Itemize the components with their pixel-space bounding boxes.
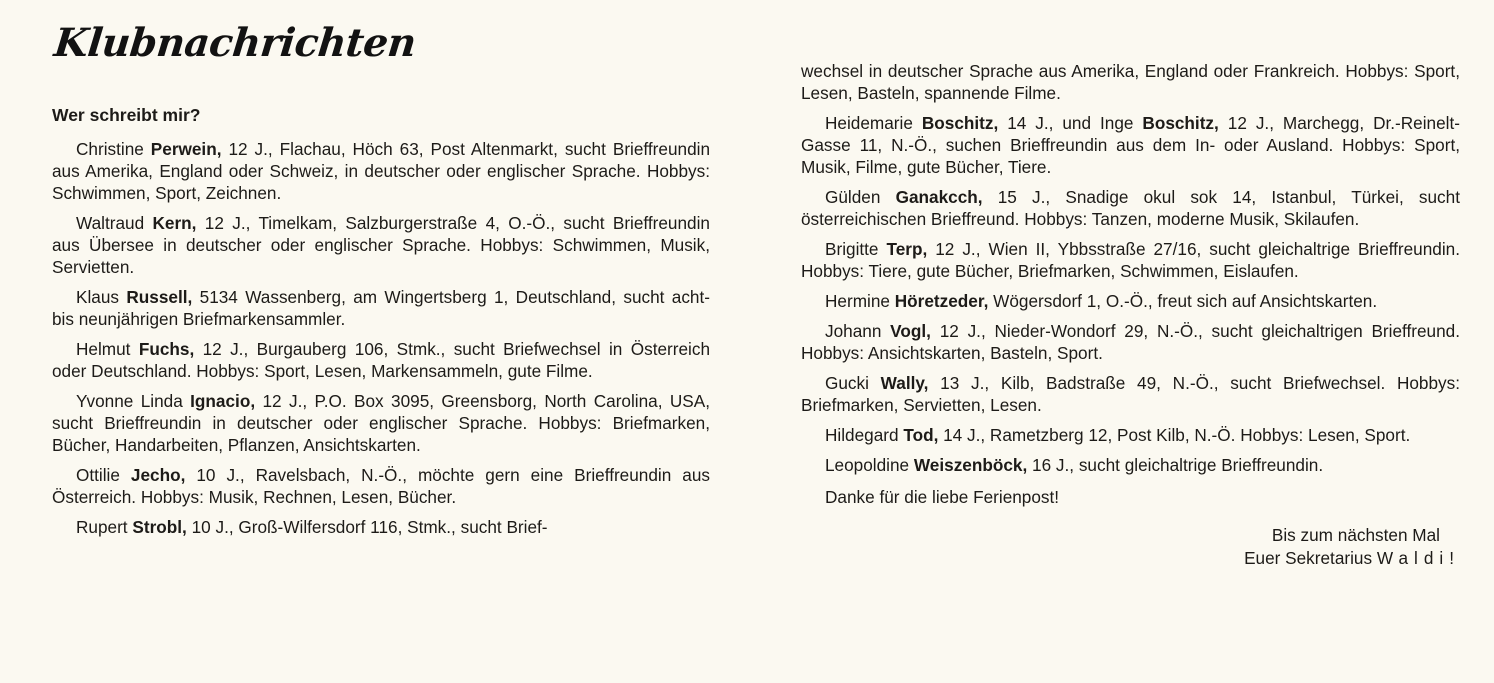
- entry-details: 12 J., P.O. Box 3095, Greensborg, North Carolina, USA, sucht Brieffreundin in deutscher oder englischer Sprache. Hobbys: Briefmarken, Bücher, Handarbeiten, Pflanzen, Ansichtskarten.: [52, 391, 711, 455]
- entry-details: 12 J., Nieder-Wondorf 29, N.-Ö., sucht gleichaltrigen Brieffreund. Hobbys: Ansichtskarten, Basteln, Sport.: [801, 321, 1460, 363]
- entry-paragraph: [801, 112, 1460, 178]
- entry-first-name: Ottilie: [76, 465, 131, 485]
- entry-paragraph: [52, 464, 710, 508]
- entry-first-name: Brigitte: [825, 239, 887, 259]
- entry-last-name: Terp,: [886, 239, 928, 259]
- entry-paragraph: [801, 320, 1460, 364]
- entry-first-name: Yvonne Linda: [76, 391, 191, 411]
- entry-last-name: Jecho,: [130, 465, 186, 485]
- entry-first-name: Christine: [76, 139, 151, 159]
- entry-details: 14 J., Rametzberg 12, Post Kilb, N.-Ö. Hobbys: Lesen, Sport.: [938, 425, 1411, 445]
- closing-line: Bis zum nächsten Mal: [1271, 525, 1440, 545]
- entry-details: 12 J., Burgauberg 106, Stmk., sucht Briefwechsel in Österreich oder Deutschland. Hobbys: Sport, Lesen, Markensammeln, gute Filme.: [52, 339, 711, 381]
- thanks-message: Danke für die liebe Ferienpost!: [825, 487, 1060, 507]
- closing-prefix: Euer Sekretarius: [1244, 548, 1377, 568]
- closing-signature-line: [801, 547, 1460, 570]
- entry-details: 13 J., Kilb, Badstraße 49, N.-Ö., sucht Briefwechsel. Hobbys: Briefmarken, Servietten, Lesen.: [801, 373, 1461, 415]
- entry-details: 5134 Wassenberg, am Wingertsberg 1, Deutschland, sucht acht- bis neunjährigen Briefmarkensammler.: [52, 287, 710, 329]
- entry-paragraph: [801, 372, 1460, 416]
- entry-first-name: Klaus: [76, 287, 127, 307]
- entry-first-name: Helmut: [76, 339, 139, 359]
- entry-details: 10 J., Ravelsbach, N.-Ö., möchte gern eine Brieffreundin aus Österreich. Hobbys: Musik, Rechnen, Lesen, Bücher.: [52, 465, 710, 507]
- entry-first-name: Heidemarie: [825, 113, 922, 133]
- entry-first-name: Waltraud: [76, 213, 153, 233]
- entry-last-name: Perwein,: [150, 139, 222, 159]
- entry-last-name: Wally,: [880, 373, 929, 393]
- entry-first-name: Leopoldine: [825, 455, 914, 475]
- entry-paragraph: [801, 424, 1460, 446]
- closing-signoff: [801, 524, 1460, 570]
- entry-last-name: Weiszenböck,: [913, 455, 1028, 475]
- entry-paragraph: [52, 338, 710, 382]
- entry-paragraph: [52, 390, 710, 456]
- entry-first-name: Johann: [825, 321, 891, 341]
- entry-details: 12 J., Timelkam, Salzburgerstraße 4, O.-Ö., sucht Brieffreundin aus Übersee in deutscher oder englischer Sprache. Hobbys: Schwimmen, Musik, Servietten.: [52, 213, 710, 277]
- signature-name: Waldi!: [1376, 548, 1460, 568]
- entry-paragraph: [52, 212, 710, 278]
- entry-last-name: Boschitz,: [921, 113, 999, 133]
- left-column: [52, 104, 710, 546]
- entry-last-name: Fuchs,: [138, 339, 195, 359]
- right-column: [801, 60, 1460, 570]
- entry-details: 12 J., Marchegg, Dr.-Reinelt-Gasse 11, N.-Ö., suchen Brieffreundin aus dem In- oder Ausland. Hobbys: Sport, Musik, Filme, gute Bücher, Tiere.: [801, 113, 1460, 177]
- entry-details: 12 J., Wien II, Ybbsstraße 27/16, sucht gleichaltrige Brieffreundin. Hobbys: Tiere, gute Bücher, Briefmarken, Schwimmen, Eislaufen.: [801, 239, 1460, 281]
- entry-first-name: Hermine: [825, 291, 895, 311]
- entry-last-name: Tod,: [903, 425, 939, 445]
- entry-details: 16 J., sucht gleichaltrige Brieffreundin.: [1027, 455, 1324, 475]
- entry-last-name: Boschitz,: [1142, 113, 1219, 133]
- entry-first-name: Gucki: [825, 373, 881, 393]
- entry-first-name: Gülden: [825, 187, 896, 207]
- entry-details: Wögersdorf 1, O.-Ö., freut sich auf Ansichtskarten.: [988, 291, 1378, 311]
- entry-details: 10 J., Groß-Wilfersdorf 116, Stmk., sucht Brief-: [186, 517, 548, 537]
- entry-last-name: Ignacio,: [190, 391, 256, 411]
- entry-paragraph: [52, 138, 710, 204]
- entry-continuation: wechsel in deutscher Sprache aus Amerika, England oder Frankreich. Hobbys: Sport, Lesen, Basteln, spannende Filme.: [801, 61, 1460, 103]
- entry-paragraph: [801, 186, 1460, 230]
- entry-last-name: Ganakcch,: [895, 187, 983, 207]
- entry-paragraph: [801, 238, 1460, 282]
- entry-paragraph: [52, 516, 710, 538]
- page-title: Klubnachrichten: [52, 20, 419, 66]
- entry-last-name: Strobl,: [132, 517, 187, 537]
- entry-last-name: Höretzeder,: [894, 291, 989, 311]
- section-heading: Wer schreibt mir?: [52, 105, 201, 125]
- entry-details: 14 J., und Inge: [998, 113, 1143, 133]
- entry-first-name: Rupert: [76, 517, 133, 537]
- entry-paragraph: [52, 286, 710, 330]
- entry-last-name: Kern,: [152, 213, 197, 233]
- entry-details: 12 J., Flachau, Höch 63, Post Altenmarkt, sucht Brieffreundin aus Amerika, England oder Schweiz, in deutscher oder englischer Sprache. Hobbys: Schwimmen, Sport, Zeichnen.: [52, 139, 711, 203]
- entry-last-name: Vogl,: [890, 321, 931, 341]
- entry-details: 15 J., Snadige okul sok 14, Istanbul, Türkei, sucht österreichischen Brieffreund. Hobbys: Tanzen, moderne Musik, Skilaufen.: [801, 187, 1460, 229]
- entry-last-name: Russell,: [126, 287, 193, 307]
- entry-paragraph: [801, 290, 1460, 312]
- entry-first-name: Hildegard: [825, 425, 904, 445]
- entry-paragraph: [801, 454, 1460, 476]
